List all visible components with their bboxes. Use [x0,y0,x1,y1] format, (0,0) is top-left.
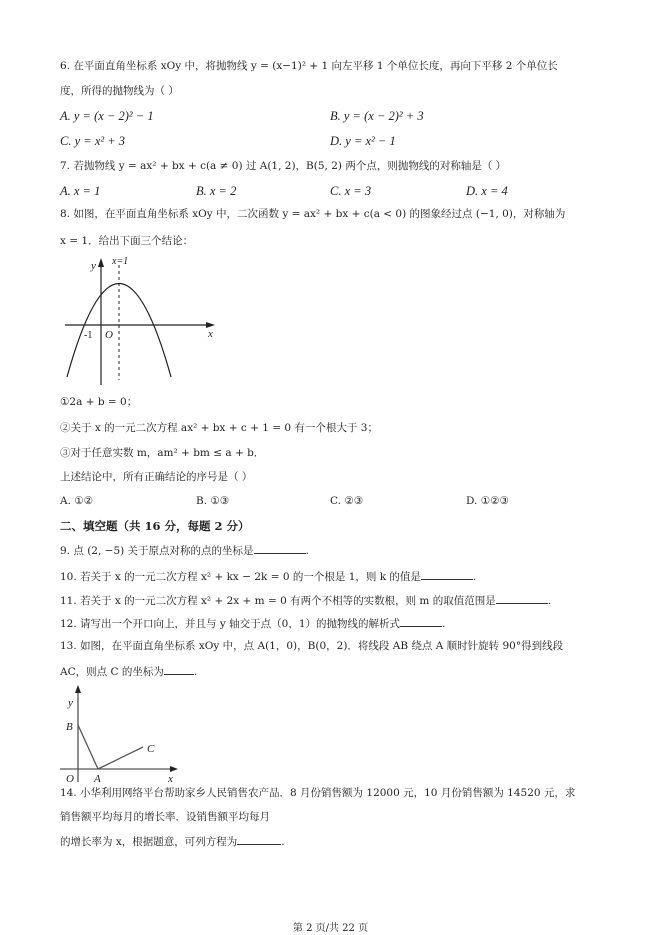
q8-parabola-figure [60,255,220,385]
q13-stem-line1: 13. 如图，在平面直角坐标系 xOy 中，点 A(1，0)，B(0，2)．将线段 AB 绕点 A 顺时针旋转 90°得到线段 [60,640,564,652]
q12-answer-blank[interactable] [400,615,442,627]
q14-line1: 14. 小华利用网络平台帮助家乡人民销售农产品．8 月份销售额为 12000 元，10 月份销售额为 14520 元，求 [60,787,576,799]
point-a-label: A [94,773,101,782]
q6-option-d: D. y = x² − 1 [330,134,396,148]
q14-answer-blank[interactable] [237,833,281,845]
q8-stem-line2: x = 1．给出下面三个结论： [60,235,194,247]
q8-stem-line1: 8. 如图，在平面直角坐标系 xOy 中，二次函数 y = ax² + bx + c(a < 0) 的图象经过点 (−1, 0)，对称轴为 [60,208,566,220]
q7-option-a: A. x = 1 [60,184,101,198]
q7-option-b: B. x = 2 [196,184,237,198]
q8-option-a: A. ①② [60,495,94,507]
q13-stem-line2: AC，则点 C 的坐标为 . [60,663,197,679]
segment-ac [98,747,143,769]
q13-answer-blank[interactable] [164,663,194,675]
q12: 12. 请写出一个开口向上，并且与 y 轴交于点（0，1）的抛物线的解析式 . [60,615,445,631]
q8-option-d: D. ①②③ [466,495,509,507]
q6-option-c: C. y = x² + 3 [60,134,126,148]
section-heading: 二、填空题（共 16 分，每题 2 分） [60,519,250,533]
q9-text: 9. 点 (2, −5) 关于原点对称的点的坐标是 [60,545,254,557]
x-label: x [168,773,173,782]
q8-option-b: B. ①③ [196,495,230,507]
y-axis-arrow-icon [98,258,104,267]
y-label: y [91,260,96,272]
q8-conclusion-2: ②关于 x 的一元二次方程 ax² + bx + c + 1 = 0 有一个根大于 3； [60,422,378,434]
x-label: x [208,328,213,340]
q13-figure [58,682,178,782]
q11-answer-blank[interactable] [496,592,548,604]
neg-one-label: -1 [84,330,93,341]
q7-option-d: D. x = 4 [466,184,508,198]
q8-conclusion-1: ①2a + b = 0； [60,396,138,408]
q8-conclusion-3: ③对于任意实数 m，am² + bm ≤ a + b． [60,447,265,459]
q12-text: 12. 请写出一个开口向上，并且与 y 轴交于点（0，1）的抛物线的解析式 [60,618,401,630]
q6-stem-line2: 度，所得的抛物线为（ ） [60,85,179,97]
segment-ab [78,725,98,769]
q7-stem: 7. 若抛物线 y = ax² + bx + c(a ≠ 0) 过 A(1, 2)，B(5, 2) 两个点，则抛物线的对称轴是（ ） [60,160,507,172]
x-axis-arrow-icon [170,766,178,772]
q14-line2: 销售额平均每月的增长率．设销售额平均每月 [60,811,270,823]
q14-line3: 的增长率为 x，根据题意，可列方程为 . [60,833,285,849]
origin-label: O [105,329,113,341]
q9: 9. 点 (2, −5) 关于原点对称的点的坐标是 . [60,542,309,558]
q7-option-c: C. x = 3 [330,184,372,198]
q10-text: 10. 若关于 x 的一元二次方程 x² + kx − 2k = 0 的一个根是 1，则 k 的值是 [60,571,421,583]
y-axis-arrow-icon [75,685,81,693]
q9-answer-blank[interactable] [254,542,306,554]
point-c-label: C [147,743,155,755]
symmetry-label: x=1 [112,256,129,267]
q8-ask: 上述结论中，所有正确结论的序号是（ ） [60,471,253,483]
origin-label: O [66,773,74,782]
y-label: y [68,697,73,709]
q6-stem-line1: 6. 在平面直角坐标系 xOy 中，将抛物线 y = (x−1)² + 1 向左平移 1 个单位长度，再向下平移 2 个单位长 [60,60,558,72]
q6-option-b: B. y = (x − 2)² + 3 [330,109,424,123]
q10: 10. 若关于 x 的一元二次方程 x² + kx − 2k = 0 的一个根是 1，则 k 的值是 . [60,568,476,584]
point-b-label: B [66,721,73,733]
page-footer: 第 2 页/共 22 页 [292,923,369,934]
q11: 11. 若关于 x 的一元二次方程 x² + 2x + m = 0 有两个不相等的实数根，则 m 的取值范围是 . [60,592,551,608]
q11-text: 11. 若关于 x 的一元二次方程 x² + 2x + m = 0 有两个不相等的实数根，则 m 的取值范围是 [60,595,496,607]
q8-option-c: C. ②③ [330,495,364,507]
q10-answer-blank[interactable] [421,568,473,580]
q6-option-a: A. y = (x − 2)² − 1 [60,109,154,123]
